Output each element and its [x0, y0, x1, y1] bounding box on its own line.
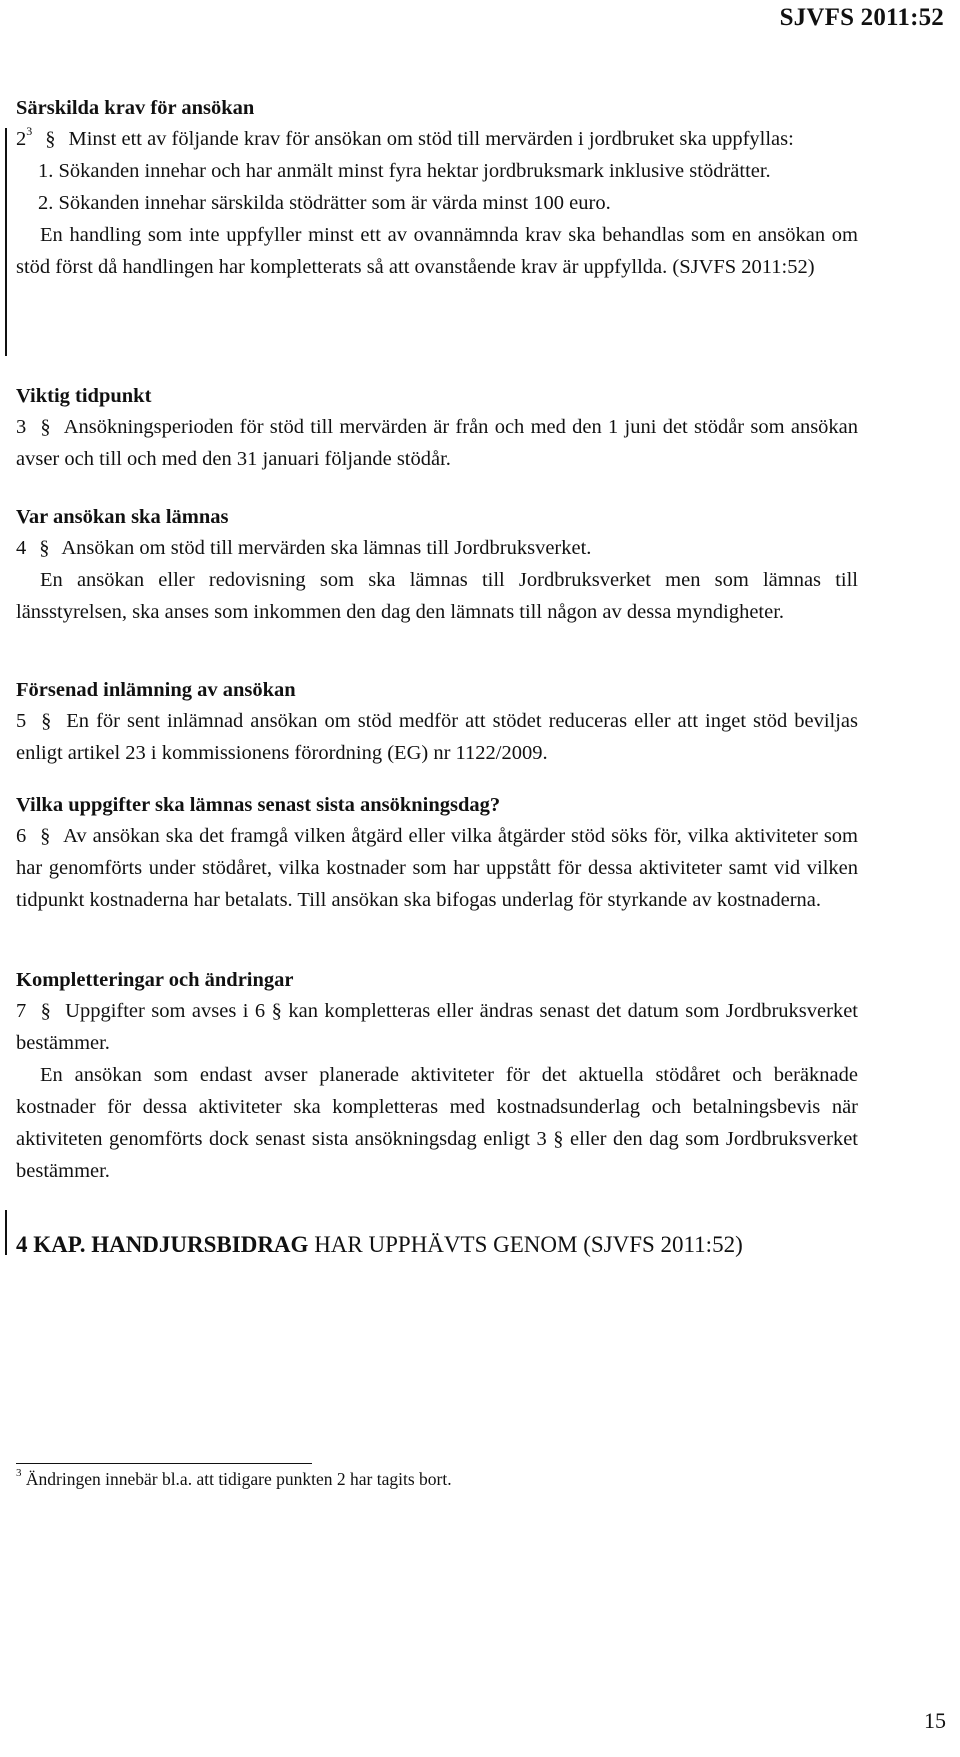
chapter-title-bold: 4 KAP. HANDJURSBIDRAG: [16, 1232, 309, 1257]
paragraph-text: En för sent inlämnad ansökan om stöd medför att stödet reduceras eller att inget stöd beviljas enligt artikel 23 i kommissionens förordning (EG) nr 1122/2009.: [16, 710, 859, 764]
list-item: 1. Sökanden innehar och har anmält minst fyra hektar jordbruksmark inklusive stödrätter.: [38, 160, 771, 182]
section-sign: §: [41, 710, 52, 732]
section-heading: Kompletteringar och ändringar: [16, 969, 294, 991]
paragraph-number: 6: [16, 825, 27, 847]
footnote: [16, 1467, 452, 1491]
page-number: 15: [924, 1708, 946, 1733]
paragraph-number: 3: [16, 416, 27, 438]
paragraph-text: Uppgifter som avses i 6 § kan kompletteras eller ändras senast det datum som Jordbruksverket bestämmer.: [16, 1000, 858, 1054]
section-vilka-uppgifter: [16, 790, 858, 916]
paragraph-number: 2: [16, 128, 27, 150]
paragraph-2: [16, 123, 858, 155]
paragraph-text: En ansökan som endast avser planerade aktiviteter för det aktuella stödåret och beräknade kostnader för dessa aktiviteter ska kompletteras med kostnadsunderlag och betalningsbevis när aktiviteten genomförts dock senast sista ansökningsdag enligt 3 § eller den dag som Jordbruksverket bestämmer.: [16, 1064, 858, 1182]
footnote-ref: 3: [26, 124, 33, 139]
section-heading: Vilka uppgifter ska lämnas senast sista ansökningsdag?: [16, 794, 501, 816]
paragraph-5: [16, 705, 858, 769]
paragraph-number: 7: [16, 1000, 27, 1022]
change-bar: [5, 128, 7, 356]
paragraph-3: [16, 411, 858, 475]
change-bar: [5, 1210, 7, 1255]
section-heading: Särskilda krav för ansökan: [16, 97, 255, 119]
section-sign: §: [45, 128, 56, 150]
chapter-heading: [16, 1232, 743, 1258]
section-heading: Var ansökan ska lämnas: [16, 506, 229, 528]
paragraph-number: 5: [16, 710, 27, 732]
paragraph-7: [16, 995, 858, 1059]
paragraph-4: [16, 532, 858, 564]
section-sign: §: [40, 416, 51, 438]
page-header-title: SJVFS 2011:52: [779, 4, 944, 31]
section-heading: Viktig tidpunkt: [16, 385, 152, 407]
footnote-text: Ändringen innebär bl.a. att tidigare punkten 2 har tagits bort.: [25, 1469, 452, 1489]
section-sign: §: [40, 1000, 51, 1022]
section-kompletteringar: [16, 965, 858, 1187]
paragraph-number: 4: [16, 537, 27, 559]
section-sarskilda-krav: [16, 93, 858, 283]
section-sign: §: [40, 825, 51, 847]
paragraph-6: [16, 820, 858, 916]
section-sign: §: [39, 537, 50, 559]
paragraph-text: Ansökan om stöd till mervärden ska lämnas till Jordbruksverket.: [61, 537, 592, 559]
paragraph-text: Ansökningsperioden för stöd till mervärden är från och med den 1 juni det stödår som ansökan avser och till och med den 31 januari följande stödår.: [16, 416, 859, 470]
paragraph-text: Minst ett av följande krav för ansökan om stöd till mervärden i jordbruket ska uppfyllas:: [68, 128, 794, 150]
footnote-separator: [16, 1463, 312, 1464]
section-var-ansokan: [16, 502, 858, 628]
list-item: 2. Sökanden innehar särskilda stödrätter som är värda minst 100 euro.: [38, 192, 611, 214]
footnote-number: 3: [16, 1467, 22, 1480]
paragraph-text: En handling som inte uppfyller minst ett av ovannämnda krav ska behandlas som en ansökan om stöd först då handlingen har kompletterats så att ovanstående krav är uppfyllda. (SJVFS 2011:52): [16, 224, 858, 278]
section-viktig-tidpunkt: [16, 381, 858, 475]
section-forsenad-inlamning: [16, 675, 858, 769]
paragraph-text: En ansökan eller redovisning som ska lämnas till Jordbruksverket men som lämnas till länsstyrelsen, ska anses som inkommen den dag den lämnats till någon av dessa myndigheter.: [16, 569, 858, 623]
chapter-title-rest: HAR UPPHÄVTS GENOM (SJVFS 2011:52): [308, 1232, 743, 1257]
section-heading: Försenad inlämning av ansökan: [16, 679, 296, 701]
paragraph-text: Av ansökan ska det framgå vilken åtgärd eller vilka åtgärder stöd söks för, vilka aktiviteter som har genomförts under stödåret, vilka kostnader som har uppstått för dessa aktiviteter samt vid vilken tidpunkt kostnaderna har betalats. Till ansökan ska bifogas underlag för styrkande av kostnaderna.: [16, 825, 859, 911]
